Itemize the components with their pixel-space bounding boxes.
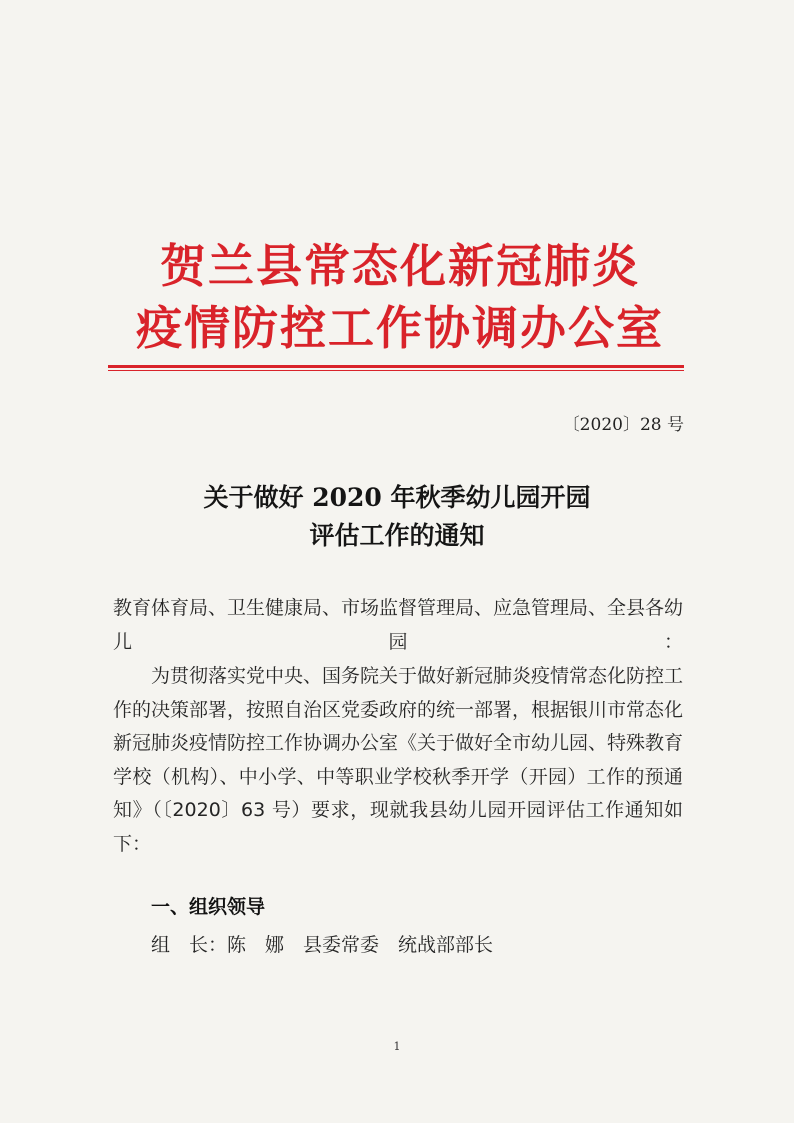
notice-title-line1: 关于做好 2020 年秋季幼儿园开园: [203, 483, 591, 512]
section-heading: 一、组织领导: [151, 896, 266, 918]
page-number: 1: [393, 1040, 401, 1053]
document-number: 〔2020〕28 号: [562, 415, 684, 435]
red-divider-thin: [108, 370, 684, 371]
team-leader-line: 组 长：陈 娜 县委常委 统战部部长: [151, 934, 494, 956]
addressee: 教育体育局、卫生健康局、市场监督管理局、应急管理局、全县各幼儿园：: [113, 597, 684, 653]
body-paragraph: 为贯彻落实党中央、国务院关于做好新冠肺炎疫情常态化防控工作的决策部署，按照自治区党委政府的统一部署，根据银川市常态化新冠肺炎疫情防控工作协调办公室《关于做好全市幼儿园、特殊教育学校（机构）、中小学、中等职业学校秋季开学（开园）工作的预通知》（〔2020〕63 号）要求，现就我县幼儿园开园评估工作通知如下：: [113, 665, 684, 855]
issuing-office-line2: 疫情防控工作协调办公室: [136, 301, 664, 355]
notice-title-line2: 评估工作的通知: [309, 521, 485, 550]
red-divider-thick: [108, 365, 684, 368]
issuing-office-line1: 贺兰县常态化新冠肺炎: [160, 239, 640, 293]
